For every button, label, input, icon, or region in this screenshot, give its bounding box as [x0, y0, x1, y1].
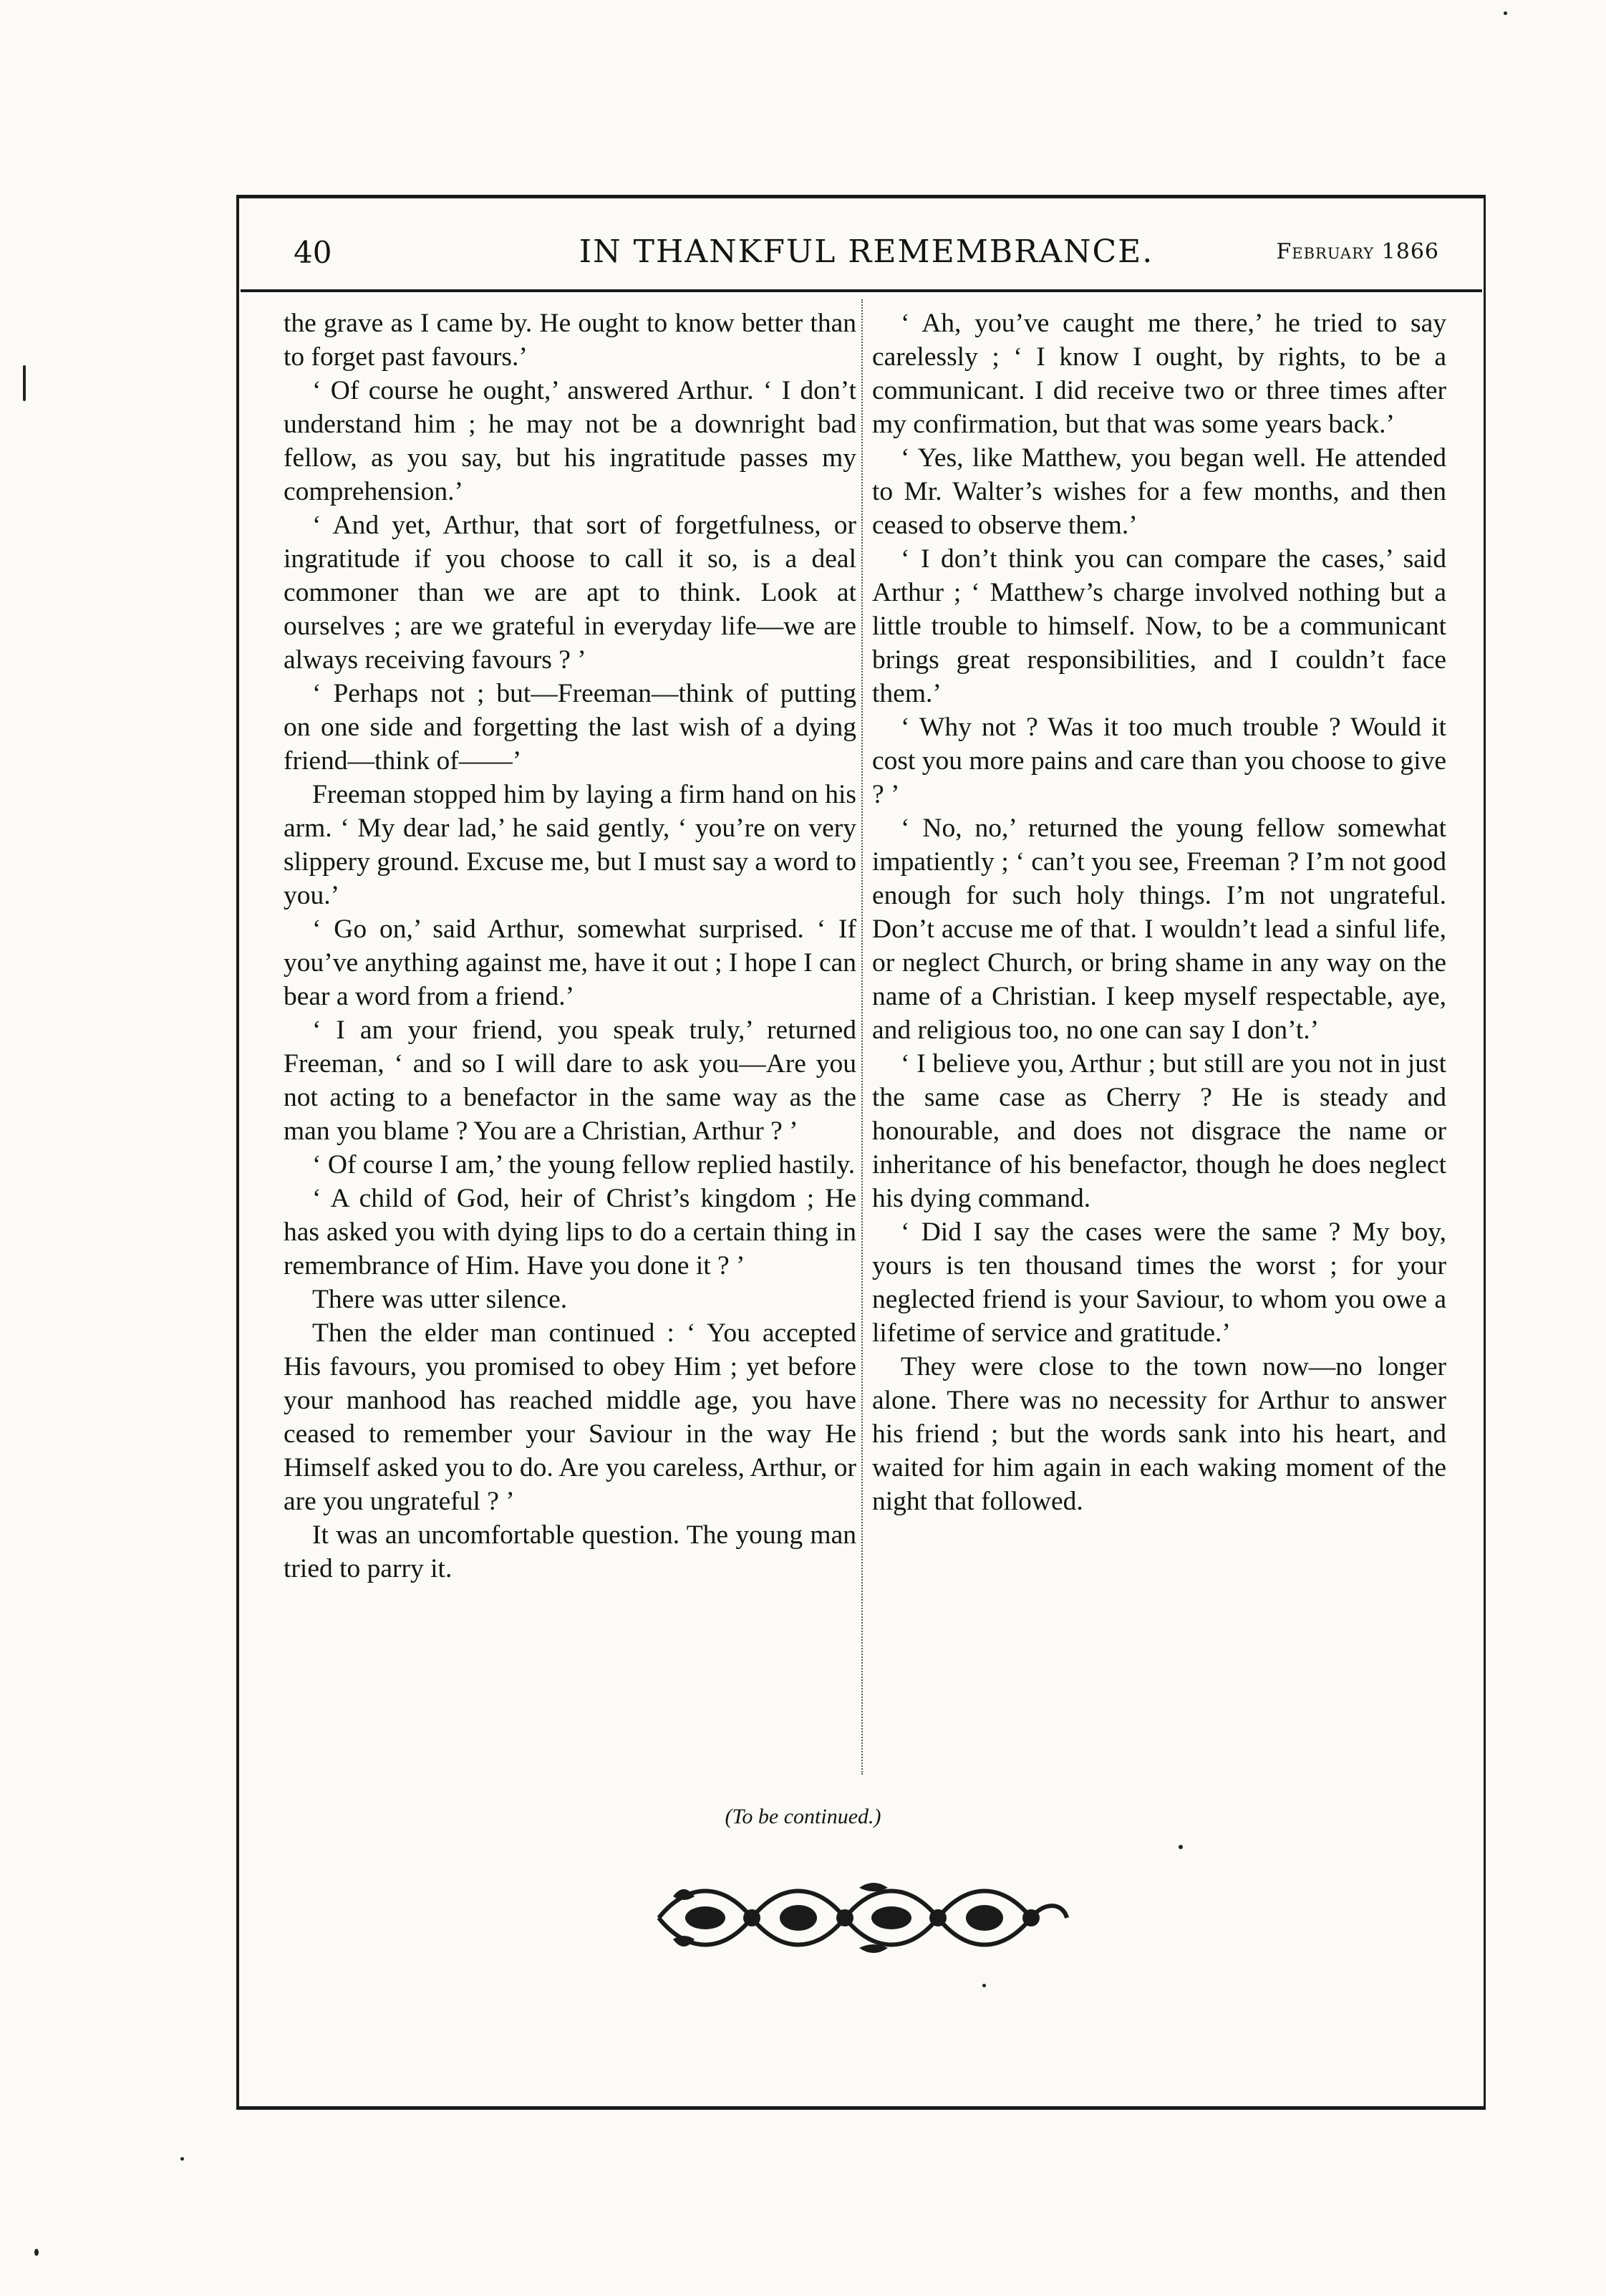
running-header [294, 228, 1439, 285]
paragraph: ‘ I don’t think you can compare the cases,’ said Arthur ; ‘ Matthew’s charge involved nothing but a little trouble to himself. Now, to be a communicant brings great responsibilities, and I couldn’t face them.’ [872, 544, 1446, 708]
ink-mark [23, 365, 26, 401]
running-title: IN THANKFUL REMEMBRANCE. [579, 233, 1154, 270]
ink-speck [1179, 1845, 1183, 1849]
ink-speck [34, 2249, 39, 2256]
paragraph: ‘ A child of God, heir of Christ’s kingdom ; He has asked you with dying lips to do a certain thing in remembrance of Him. Have you done it ? ’ [284, 1184, 856, 1280]
paragraph: Freeman stopped him by laying a firm hand on his arm. ‘ My dear lad,’ he said gently, ‘ you’re on very slippery ground. Excuse me, but I must say a word to you.’ [284, 780, 856, 910]
paragraph: ‘ Of course I am,’ the young fellow replied hastily. [312, 1150, 856, 1180]
paragraph: ‘ Go on,’ said Arthur, somewhat surprised. ‘ If you’ve anything against me, have it out ; I hope I can bear a word from a friend.’ [284, 915, 856, 1011]
paragraph: ‘ No, no,’ returned the young fellow somewhat impatiently ; ‘ can’t you see, Freeman ? I’m not good enough for such holy things. I’m not ungrateful. Don’t accuse me of that. I wouldn’t lead a sinful life, or neglect Church, or bring shame in any way on the name of a Christian. I keep myself respectable, aye, and religious too, no one can say I don’t.’ [872, 814, 1446, 1045]
page-number: 40 [294, 235, 332, 270]
paragraph: There was utter silence. [312, 1285, 568, 1314]
left-column [284, 307, 856, 1586]
paragraph: the grave as I came by. He ought to know better than to forget past favours.’ [284, 309, 856, 372]
ink-speck [982, 1984, 986, 1987]
paragraph: ‘ Yes, like Matthew, you began well. He attended to Mr. Walter’s wishes for a few months, and then ceased to observe them.’ [872, 443, 1446, 540]
header-rule [241, 289, 1482, 292]
paragraph: They were close to the town now—no longer alone. There was no necessity for Arthur to answer his friend ; but the words sank into his heart, and waited for him again in each waking moment of the night that followed. [872, 1352, 1446, 1516]
ink-speck [180, 2157, 184, 2161]
paragraph: ‘ Of course he ought,’ answered Arthur. ‘ I don’t understand him ; he may not be a downright bad fellow, as you say, but his ingratitude passes my comprehension.’ [284, 376, 856, 506]
paragraph: It was an uncomfortable question. The young man tried to parry it. [284, 1520, 856, 1583]
ink-speck [1504, 11, 1507, 15]
issue-date: February 1866 [1276, 239, 1439, 264]
paragraph: ‘ I believe you, Arthur ; but still are you not in just the same case as Cherry ? He is steady and honourable, and does not disgrace the name or inheritance of his benefactor, though he does neglect his dying command. [872, 1049, 1446, 1213]
paragraph: Then the elder man continued : ‘ You accepted His favours, you promised to obey Him ; yet before your manhood has reached middle age, you have ceased to remember your Saviour in the way He Himself asked you to do. Are you careless, Arthur, or are you ungrateful ? ’ [284, 1318, 856, 1516]
to-be-continued: (To be continued.) [725, 1805, 881, 1828]
paragraph: ‘ Ah, you’ve caught me there,’ he tried to say carelessly ; ‘ I know I ought, by rights, to be a communicant. I did receive two or three times after my confirmation, but that was some years back.’ [872, 309, 1446, 439]
paragraph: ‘ I am your friend, you speak truly,’ returned Freeman, ‘ and so I will dare to ask you—Are you not acting to a benefactor in the same way as the man you blame ? You are a Christian, Arthur ? ’ [284, 1016, 856, 1146]
right-column [872, 307, 1446, 1518]
paragraph: ‘ And yet, Arthur, that sort of forgetfulness, or ingratitude if you choose to call it so, is a deal commoner than we are apt to think. Look at ourselves ; are we grateful in everyday life—we are always receiving favours ? ’ [284, 511, 856, 675]
paragraph: ‘ Did I say the cases were the same ? My boy, yours is ten thousand times the worst ; for your neglected friend is your Saviour, to whom you owe a lifetime of service and gratitude.’ [872, 1217, 1446, 1348]
decorative-ornament-icon [644, 1875, 1074, 1961]
column-divider [861, 299, 863, 1775]
paragraph: ‘ Why not ? Was it too much trouble ? Would it cost you more pains and care than you choose to give ? ’ [872, 713, 1446, 809]
paragraph: ‘ Perhaps not ; but—Freeman—think of putting on one side and forgetting the last wish of a dying friend—think of——’ [284, 679, 856, 776]
